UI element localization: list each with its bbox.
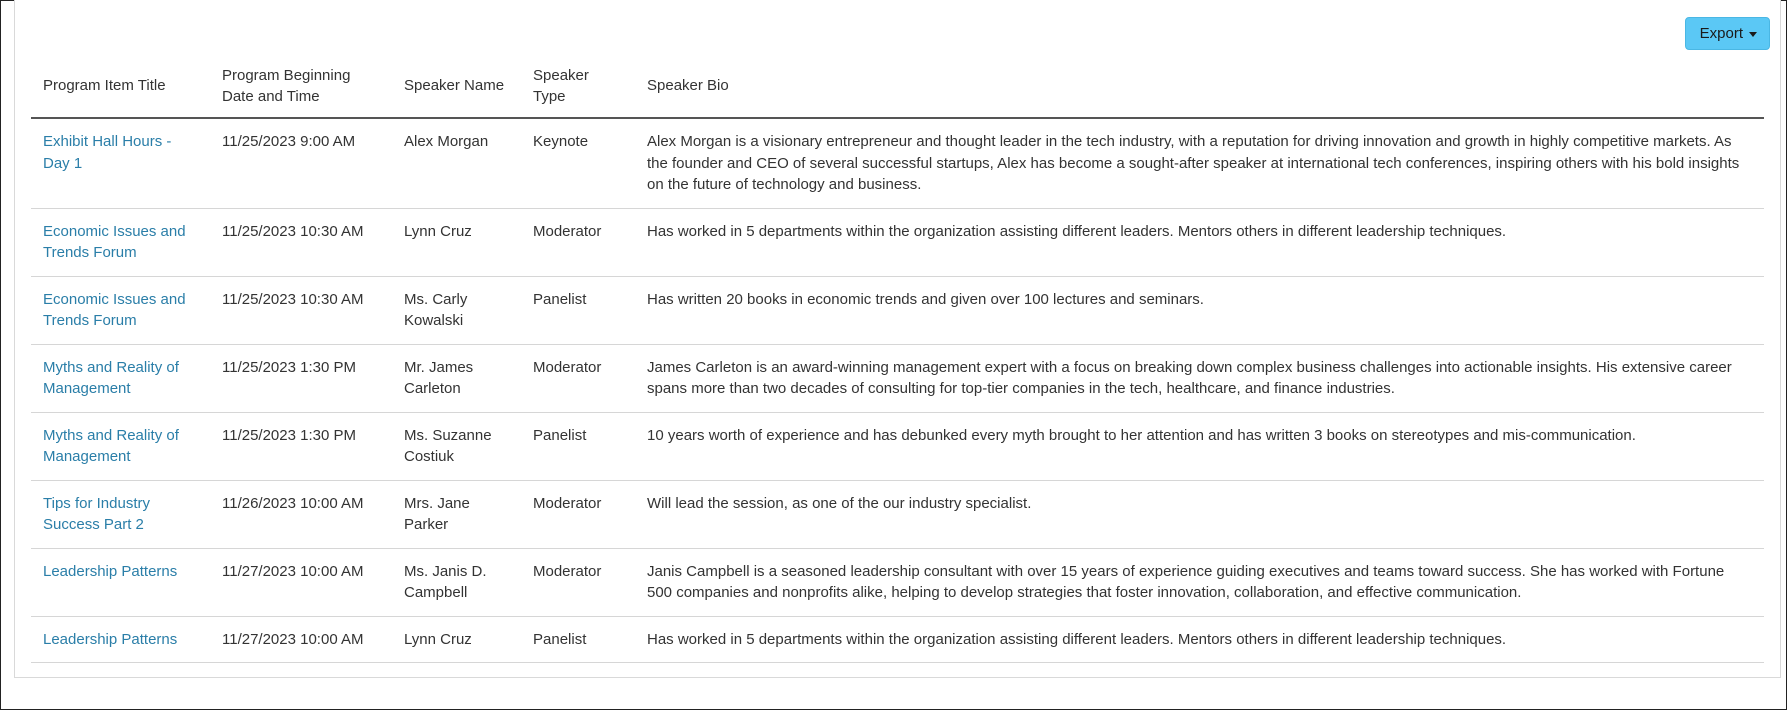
column-header-program-beginning-date[interactable]: Program Beginning Date and Time — [210, 57, 392, 118]
program-item-title-link[interactable]: Myths and Reality of Management — [43, 358, 179, 397]
program-date-cell: 11/25/2023 1:30 PM — [210, 344, 392, 412]
program-table — [31, 57, 1764, 663]
column-header-speaker-type[interactable]: Speaker Type — [521, 57, 635, 118]
table-row — [31, 548, 1764, 616]
table-row — [31, 480, 1764, 548]
speaker-bio-cell: Has worked in 5 departments within the organization assisting different leaders. Mentors others in different leadership techniques. — [635, 616, 1764, 663]
speaker-name-cell: Ms. Suzanne Costiuk — [392, 412, 521, 480]
speaker-type-cell: Keynote — [521, 118, 635, 208]
speaker-type-cell: Moderator — [521, 480, 635, 548]
table-row — [31, 276, 1764, 344]
table-row — [31, 344, 1764, 412]
program-item-title-link[interactable]: Economic Issues and Trends Forum — [43, 290, 186, 329]
speaker-bio-cell: Has worked in 5 departments within the organization assisting different leaders. Mentors others in different leadership techniques. — [635, 208, 1764, 276]
table-row — [31, 208, 1764, 276]
speaker-name-cell: Alex Morgan — [392, 118, 521, 208]
speaker-bio-cell: Alex Morgan is a visionary entrepreneur and thought leader in the tech industry, with a reputation for driving innovation and growth in highly competitive markets. As the founder and CEO of several successful startups, Alex has become a sought-after speaker at international tech conferences, inspiring others with his bold insights on the future of technology and business. — [635, 118, 1764, 208]
speaker-bio-cell: 10 years worth of experience and has debunked every myth brought to her attention and has written 3 books on stereotypes and mis-communication. — [635, 412, 1764, 480]
speaker-name-cell: Lynn Cruz — [392, 208, 521, 276]
column-header-speaker-bio[interactable]: Speaker Bio — [635, 57, 1764, 118]
speaker-name-cell: Ms. Janis D. Campbell — [392, 548, 521, 616]
table-row — [31, 616, 1764, 663]
speaker-type-cell: Moderator — [521, 344, 635, 412]
table-header-row — [31, 57, 1764, 118]
speaker-type-cell: Moderator — [521, 208, 635, 276]
program-item-title-cell — [31, 480, 210, 548]
program-date-cell: 11/25/2023 9:00 AM — [210, 118, 392, 208]
program-item-title-cell — [31, 344, 210, 412]
program-item-title-link[interactable]: Exhibit Hall Hours - Day 1 — [43, 133, 172, 172]
program-panel — [14, 0, 1781, 678]
program-item-title-cell — [31, 276, 210, 344]
speaker-name-cell: Ms. Carly Kowalski — [392, 276, 521, 344]
program-item-title-link[interactable]: Leadership Patterns — [43, 630, 178, 648]
program-item-title-link[interactable]: Tips for Industry Success Part 2 — [43, 494, 150, 533]
program-date-cell: 11/25/2023 10:30 AM — [210, 208, 392, 276]
program-item-title-cell — [31, 118, 210, 208]
speaker-bio-cell: Will lead the session, as one of the our industry specialist. — [635, 480, 1764, 548]
export-button-label: Export — [1699, 25, 1743, 42]
table-row — [31, 118, 1764, 208]
program-item-title-link[interactable]: Myths and Reality of Management — [43, 426, 179, 465]
program-item-title-cell — [31, 208, 210, 276]
speaker-name-cell: Mr. James Carleton — [392, 344, 521, 412]
export-button[interactable] — [1685, 17, 1770, 50]
column-header-speaker-name[interactable]: Speaker Name — [392, 57, 521, 118]
program-date-cell: 11/25/2023 10:30 AM — [210, 276, 392, 344]
speaker-name-cell: Mrs. Jane Parker — [392, 480, 521, 548]
program-item-title-link[interactable]: Economic Issues and Trends Forum — [43, 222, 186, 261]
speaker-type-cell: Panelist — [521, 276, 635, 344]
program-item-title-cell — [31, 548, 210, 616]
program-item-title-cell — [31, 412, 210, 480]
program-date-cell: 11/27/2023 10:00 AM — [210, 616, 392, 663]
program-date-cell: 11/27/2023 10:00 AM — [210, 548, 392, 616]
speaker-bio-cell: James Carleton is an award-winning management expert with a focus on breaking down complex business challenges into actionable insights. His extensive career spans more than two decades of consulting for top-tier companies in the tech, healthcare, and finance industries. — [635, 344, 1764, 412]
speaker-bio-cell: Has written 20 books in economic trends and given over 100 lectures and seminars. — [635, 276, 1764, 344]
column-header-program-item-title[interactable]: Program Item Title — [31, 57, 210, 118]
table-row — [31, 412, 1764, 480]
speaker-name-cell: Lynn Cruz — [392, 616, 521, 663]
speaker-type-cell: Panelist — [521, 616, 635, 663]
speaker-bio-cell: Janis Campbell is a seasoned leadership consultant with over 15 years of experience guiding executives and teams toward success. She has worked with Fortune 500 companies and nonprofits alike, helping to develop strategies that foster innovation, collaboration, and effective communication. — [635, 548, 1764, 616]
speaker-type-cell: Moderator — [521, 548, 635, 616]
program-item-title-cell — [31, 616, 210, 663]
program-date-cell: 11/25/2023 1:30 PM — [210, 412, 392, 480]
program-item-title-link[interactable]: Leadership Patterns — [43, 562, 178, 580]
speaker-type-cell: Panelist — [521, 412, 635, 480]
program-date-cell: 11/26/2023 10:00 AM — [210, 480, 392, 548]
caret-down-icon — [1749, 32, 1757, 37]
